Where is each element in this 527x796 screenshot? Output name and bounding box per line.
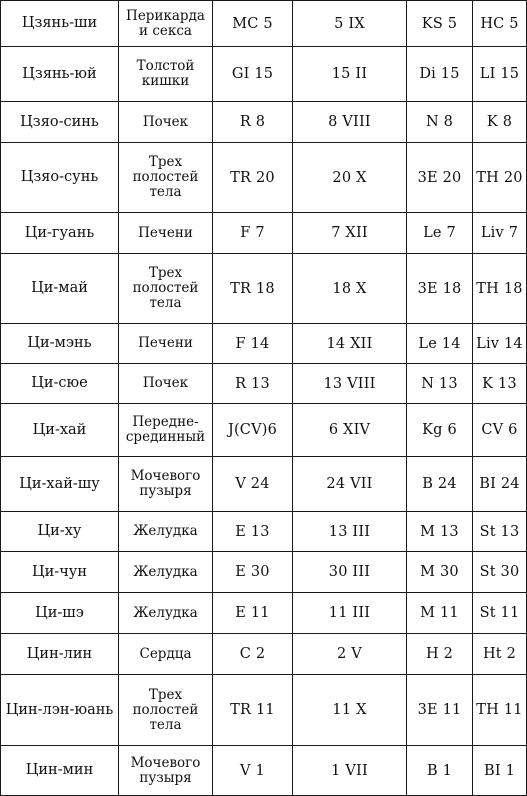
- cell-code-4: LI 15: [473, 47, 527, 102]
- cell-code-4: BI 24: [473, 457, 527, 512]
- cell-code-1: F 14: [213, 324, 293, 364]
- cell-code-1: TR 11: [213, 675, 293, 746]
- cell-code-3: H 2: [407, 634, 473, 675]
- cell-point-name: Ци-мэнь: [1, 324, 119, 364]
- table-row: [1, 324, 527, 364]
- cell-code-3: M 11: [407, 593, 473, 634]
- table-row: [1, 512, 527, 552]
- cell-code-2: 1 VII: [293, 746, 407, 796]
- cell-organ-line: Желудка: [133, 563, 198, 580]
- cell-organ-line: тела: [149, 184, 182, 200]
- cell-organ-line: Передне-: [132, 414, 199, 430]
- cell-code-3: M 30: [407, 552, 473, 593]
- cell-organ-line: Трех: [148, 686, 183, 703]
- cell-code-1: E 30: [213, 552, 293, 593]
- cell-code-3: 3E 11: [407, 675, 473, 746]
- cell-code-3: 3E 18: [407, 254, 473, 324]
- cell-code-1: GI 15: [213, 47, 293, 102]
- cell-code-4: K 13: [473, 364, 527, 404]
- cell-point-name: Ци-хай: [1, 404, 119, 457]
- cell-code-4: BI 1: [473, 746, 527, 796]
- cell-code-4: Liv 7: [473, 213, 527, 254]
- cell-organ-line: кишки: [141, 73, 190, 89]
- cell-organ: [119, 634, 213, 675]
- cell-organ-line: полостей: [132, 701, 199, 718]
- cell-code-2: 6 XIV: [293, 404, 407, 457]
- table-row: [1, 364, 527, 404]
- cell-code-3: B 24: [407, 457, 473, 512]
- cell-organ: [119, 254, 213, 324]
- cell-organ: [119, 404, 213, 457]
- cell-code-4: HC 5: [473, 1, 527, 47]
- table-row: [1, 47, 527, 102]
- cell-organ: [119, 143, 213, 213]
- cell-organ-line: пузыря: [139, 769, 192, 786]
- cell-code-3: Di 15: [407, 47, 473, 102]
- cell-code-3: N 8: [407, 102, 473, 143]
- table-row: [1, 143, 527, 213]
- cell-code-3: Le 7: [407, 213, 473, 254]
- cell-point-name: Ци-шэ: [1, 593, 119, 634]
- cell-organ-line: Печени: [138, 335, 193, 351]
- cell-code-2: 11 III: [293, 593, 407, 634]
- cell-point-name: Ци-чун: [1, 552, 119, 593]
- cell-point-name: Цин-лэн-юань: [1, 675, 119, 746]
- cell-point-name: Ци-хай-шу: [1, 457, 119, 512]
- cell-code-2: 24 VII: [293, 457, 407, 512]
- cell-code-3: Kg 6: [407, 404, 473, 457]
- table-row: [1, 457, 527, 512]
- cell-code-3: M 13: [407, 512, 473, 552]
- cell-code-4: K 8: [473, 102, 527, 143]
- table-row: [1, 746, 527, 796]
- cell-organ-line: Желудка: [133, 604, 198, 621]
- cell-code-4: TH 11: [473, 675, 527, 746]
- cell-organ: [119, 552, 213, 593]
- cell-code-2: 14 XII: [293, 324, 407, 364]
- table-row: [1, 254, 527, 324]
- cell-code-1: J(CV)6: [213, 404, 293, 457]
- cell-organ-line: полостей: [132, 169, 199, 185]
- cell-code-2: 2 V: [293, 634, 407, 675]
- cell-code-4: Ht 2: [473, 634, 527, 675]
- cell-code-1: V 1: [213, 746, 293, 796]
- cell-organ-line: Перикарда: [126, 7, 205, 24]
- cell-organ-line: Трех: [148, 265, 183, 281]
- cell-organ: [119, 324, 213, 364]
- cell-code-2: 7 XII: [293, 213, 407, 254]
- cell-code-4: Liv 14: [473, 324, 527, 364]
- cell-code-2: 11 X: [293, 675, 407, 746]
- cell-code-3: B 1: [407, 746, 473, 796]
- cell-code-1: R 8: [213, 102, 293, 143]
- cell-code-2: 5 IX: [293, 1, 407, 47]
- cell-code-4: St 11: [473, 593, 527, 634]
- cell-point-name: Цзяо-сунь: [1, 143, 119, 213]
- table-row: [1, 1, 527, 47]
- cell-code-1: R 13: [213, 364, 293, 404]
- cell-code-2: 18 X: [293, 254, 407, 324]
- cell-point-name: Цин-мин: [1, 746, 119, 796]
- cell-code-2: 20 X: [293, 143, 407, 213]
- cell-code-4: St 30: [473, 552, 527, 593]
- table-row: [1, 102, 527, 143]
- cell-organ: [119, 593, 213, 634]
- cell-point-name: Ци-сюе: [1, 364, 119, 404]
- cell-code-2: 13 III: [293, 512, 407, 552]
- cell-organ-line: Сердца: [139, 645, 192, 662]
- cell-organ: [119, 1, 213, 47]
- cell-organ-line: Почек: [142, 375, 189, 391]
- cell-organ-line: и секса: [139, 22, 192, 39]
- cell-point-name: Ци-май: [1, 254, 119, 324]
- table-row: [1, 552, 527, 593]
- table-row: [1, 404, 527, 457]
- cell-code-4: CV 6: [473, 404, 527, 457]
- cell-code-1: E 13: [213, 512, 293, 552]
- cell-point-name: Цзянь-юй: [1, 47, 119, 102]
- cell-point-name: Цин-лин: [1, 634, 119, 675]
- cell-organ-line: Мочевого: [130, 468, 201, 484]
- cell-organ-line: Печени: [138, 224, 193, 241]
- cell-code-4: TH 20: [473, 143, 527, 213]
- cell-organ-line: срединный: [125, 429, 206, 445]
- cell-code-3: Le 14: [407, 324, 473, 364]
- cell-code-4: St 13: [473, 512, 527, 552]
- cell-code-1: V 24: [213, 457, 293, 512]
- table-row: [1, 593, 527, 634]
- cell-point-name: Цзяо-синь: [1, 102, 119, 143]
- cell-code-2: 13 VIII: [293, 364, 407, 404]
- cell-organ-line: полостей: [132, 280, 199, 296]
- cell-code-1: TR 20: [213, 143, 293, 213]
- cell-organ-line: Толстой: [136, 58, 195, 74]
- table-body: [1, 1, 527, 796]
- cell-organ-line: Трех: [148, 154, 183, 170]
- cell-code-1: TR 18: [213, 254, 293, 324]
- cell-code-2: 30 III: [293, 552, 407, 593]
- cell-code-3: 3E 20: [407, 143, 473, 213]
- cell-organ: [119, 213, 213, 254]
- cell-organ-line: Почек: [142, 113, 189, 130]
- cell-code-1: F 7: [213, 213, 293, 254]
- cell-organ: [119, 512, 213, 552]
- cell-code-2: 8 VIII: [293, 102, 407, 143]
- cell-organ-line: пузыря: [139, 483, 192, 499]
- cell-point-name: Ци-ху: [1, 512, 119, 552]
- cell-code-3: N 13: [407, 364, 473, 404]
- cell-code-2: 15 II: [293, 47, 407, 102]
- table-row: [1, 213, 527, 254]
- cell-organ-line: тела: [149, 716, 182, 733]
- cell-organ: [119, 47, 213, 102]
- cell-organ: [119, 364, 213, 404]
- table-row: [1, 634, 527, 675]
- cell-organ-line: Мочевого: [130, 754, 201, 771]
- cell-organ-line: Желудка: [133, 523, 198, 539]
- cell-code-1: MC 5: [213, 1, 293, 47]
- cell-code-1: C 2: [213, 634, 293, 675]
- cell-organ: [119, 457, 213, 512]
- cell-code-3: KS 5: [407, 1, 473, 47]
- cell-code-1: E 11: [213, 593, 293, 634]
- cell-organ: [119, 102, 213, 143]
- cell-point-name: Ци-гуань: [1, 213, 119, 254]
- cell-code-4: TH 18: [473, 254, 527, 324]
- cell-organ: [119, 746, 213, 796]
- cell-organ-line: тела: [149, 295, 182, 311]
- table-row: [1, 675, 527, 746]
- cell-organ: [119, 675, 213, 746]
- cell-point-name: Цзянь-ши: [1, 1, 119, 47]
